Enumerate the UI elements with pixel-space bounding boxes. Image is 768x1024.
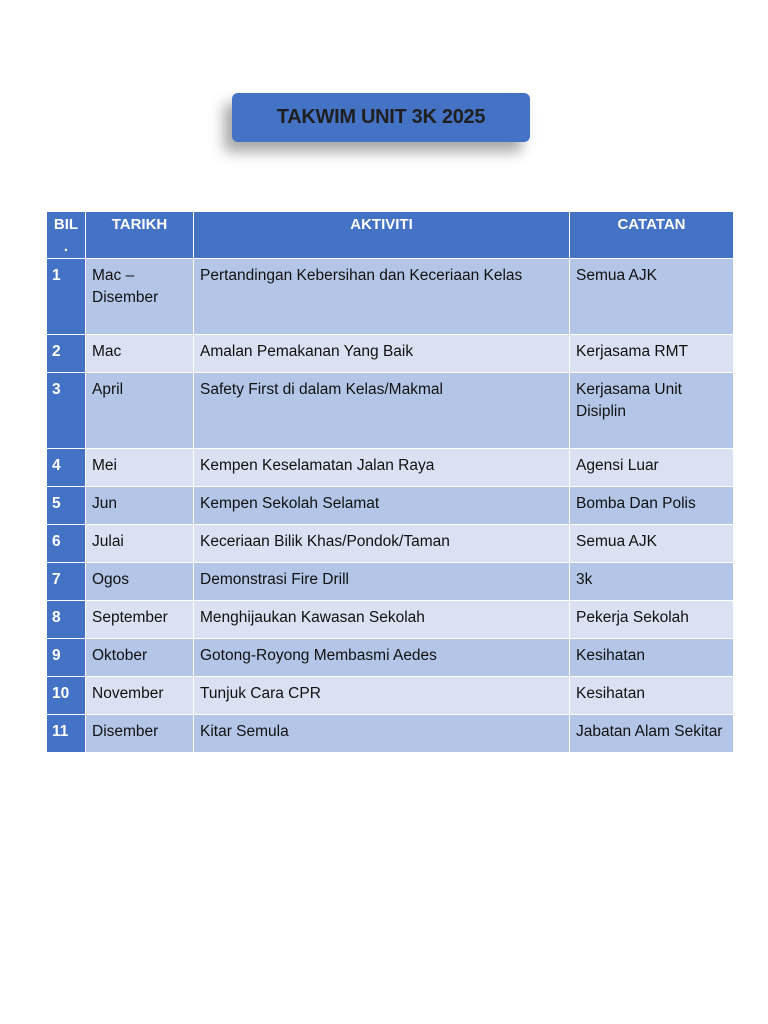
cell-bil: 11 <box>47 715 86 753</box>
cell-aktiviti: Amalan Pemakanan Yang Baik <box>194 335 570 373</box>
table-row <box>47 715 734 753</box>
cell-tarikh: Mac <box>86 335 194 373</box>
cell-bil: 3 <box>47 373 86 449</box>
table-row <box>47 639 734 677</box>
table-row <box>47 525 734 563</box>
cell-catatan: Agensi Luar <box>570 449 734 487</box>
cell-tarikh: September <box>86 601 194 639</box>
table-row <box>47 677 734 715</box>
cell-aktiviti: Pertandingan Kebersihan dan Keceriaan Kelas <box>194 259 570 335</box>
cell-tarikh: Disember <box>86 715 194 753</box>
table-row <box>47 373 734 449</box>
cell-bil: 4 <box>47 449 86 487</box>
table-row <box>47 259 734 335</box>
cell-catatan: Bomba Dan Polis <box>570 487 734 525</box>
cell-tarikh: Mac – Disember <box>86 259 194 335</box>
cell-bil: 1 <box>47 259 86 335</box>
cell-aktiviti: Safety First di dalam Kelas/Makmal <box>194 373 570 449</box>
page-title <box>232 93 530 142</box>
cell-bil: 2 <box>47 335 86 373</box>
cell-aktiviti: Keceriaan Bilik Khas/Pondok/Taman <box>194 525 570 563</box>
cell-aktiviti: Kitar Semula <box>194 715 570 753</box>
cell-catatan: Kerjasama RMT <box>570 335 734 373</box>
header-catatan: CATATAN <box>570 212 734 259</box>
cell-tarikh: Julai <box>86 525 194 563</box>
cell-bil: 9 <box>47 639 86 677</box>
table-header-row <box>47 212 734 259</box>
table-row <box>47 563 734 601</box>
page-title-text: TAKWIM UNIT 3K 2025 <box>276 106 486 128</box>
cell-tarikh: April <box>86 373 194 449</box>
cell-catatan: Kesihatan <box>570 639 734 677</box>
header-tarikh: TARIKH <box>86 212 194 259</box>
table-row <box>47 335 734 373</box>
cell-tarikh: Mei <box>86 449 194 487</box>
cell-aktiviti: Demonstrasi Fire Drill <box>194 563 570 601</box>
cell-aktiviti: Tunjuk Cara CPR <box>194 677 570 715</box>
table-row <box>47 487 734 525</box>
cell-catatan: Kerjasama Unit Disiplin <box>570 373 734 449</box>
cell-tarikh: November <box>86 677 194 715</box>
header-aktiviti: AKTIVITI <box>194 212 570 259</box>
cell-tarikh: Jun <box>86 487 194 525</box>
cell-catatan: 3k <box>570 563 734 601</box>
cell-aktiviti: Menghijaukan Kawasan Sekolah <box>194 601 570 639</box>
cell-aktiviti: Gotong-Royong Membasmi Aedes <box>194 639 570 677</box>
cell-aktiviti: Kempen Keselamatan Jalan Raya <box>194 449 570 487</box>
cell-bil: 5 <box>47 487 86 525</box>
cell-catatan: Semua AJK <box>570 259 734 335</box>
cell-aktiviti: Kempen Sekolah Selamat <box>194 487 570 525</box>
cell-catatan: Pekerja Sekolah <box>570 601 734 639</box>
cell-tarikh: Oktober <box>86 639 194 677</box>
header-bil: BIL . <box>47 212 86 259</box>
cell-bil: 8 <box>47 601 86 639</box>
cell-catatan: Jabatan Alam Sekitar <box>570 715 734 753</box>
cell-catatan: Kesihatan <box>570 677 734 715</box>
cell-bil: 7 <box>47 563 86 601</box>
cell-tarikh: Ogos <box>86 563 194 601</box>
takwim-table <box>46 211 734 753</box>
cell-catatan: Semua AJK <box>570 525 734 563</box>
cell-bil: 6 <box>47 525 86 563</box>
table-row <box>47 601 734 639</box>
cell-bil: 10 <box>47 677 86 715</box>
table-row <box>47 449 734 487</box>
